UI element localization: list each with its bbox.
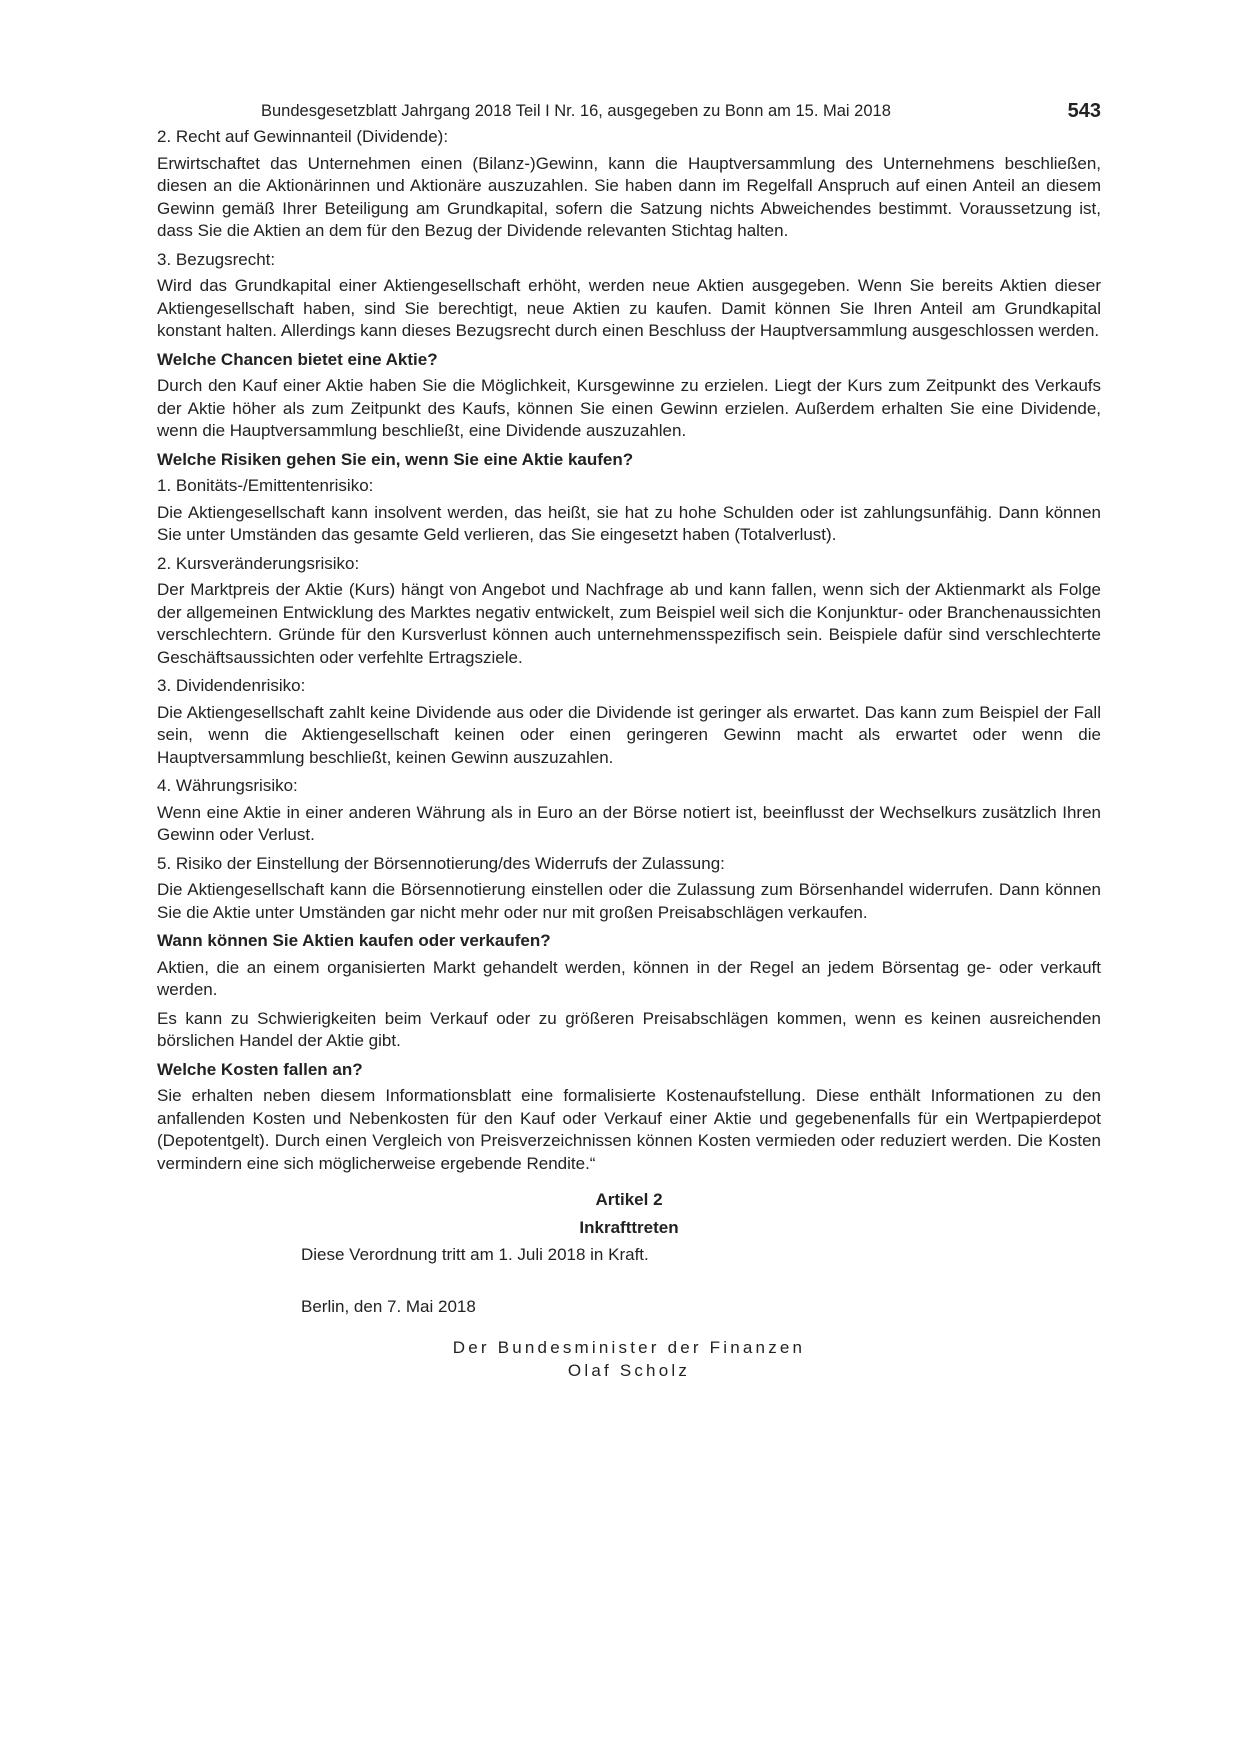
section-heading: Wann können Sie Aktien kaufen oder verkaufen? xyxy=(157,931,551,950)
body-paragraph: Sie erhalten neben diesem Informationsblatt eine formalisierte Kostenaufstellung. Diese enthält Informationen zu den anfallenden Kosten und Nebenkosten für den Kauf oder Verkauf einer Aktie und gegebenenfalls für ein Wertpapierdepot (Depotentgelt). Durch einen Vergleich von Preisverzeichnissen können Kosten vermieden oder reduziert werden. Die Kosten vermindern eine sich möglicherweise ergebende Rendite.“ xyxy=(157,1086,1101,1173)
article-title: Inkrafttreten xyxy=(579,1217,679,1237)
body-paragraph: Aktien, die an einem organisierten Markt gehandelt werden, können in der Regel an jedem Börsentag ge- oder verkauft werden. xyxy=(157,957,1101,999)
subsection-label: 5. Risiko der Einstellung der Börsennotierung/des Widerrufs der Zulassung: xyxy=(157,853,725,873)
body-paragraph: Die Aktiengesellschaft kann insolvent werden, das heißt, sie hat zu hohe Schulden oder ist zahlungsunfähig. Dann können Sie unter Umständen das gesamte Geld verlieren, das Sie eingesetzt haben (Totalverlust). xyxy=(157,502,1101,544)
document-body xyxy=(157,126,1101,1175)
body-paragraph: Es kann zu Schwierigkeiten beim Verkauf oder zu größeren Preisabschlägen kommen, wenn es keinen ausreichenden börslichen Handel der Aktie gibt. xyxy=(157,1008,1101,1050)
body-paragraph: Wenn eine Aktie in einer anderen Währung als in Euro an der Börse notiert ist, beeinflusst der Wechselkurs zusätzlich Ihren Gewinn oder Verlust. xyxy=(157,802,1101,844)
body-paragraph: Wird das Grundkapital einer Aktiengesellschaft erhöht, werden neue Aktien ausgegeben. Wenn Sie bereits Aktien dieser Aktiengesellschaft haben, sind Sie berechtigt, neue Aktien zu kaufen. Damit können Sie Ihren Anteil am Grundkapital konstant halten. Allerdings kann dieses Bezugsrecht durch einen Beschluss der Hauptversammlung ausgeschlossen werden. xyxy=(157,276,1101,340)
body-paragraph: Erwirtschaftet das Unternehmen einen (Bilanz-)Gewinn, kann die Hauptversammlung des Unternehmens beschließen, diesen an die Aktionärinnen und Aktionäre auszuzahlen. Sie haben dann im Regelfall Anspruch auf einen Anteil an diesem Gewinn gemäß Ihrer Beteiligung am Grundkapital, sofern die Satzung nichts Abweichendes bestimmt. Voraussetzung ist, dass Sie die Aktien an dem für den Bezug der Dividende relevanten Stichtag halten. xyxy=(157,153,1101,240)
subsection-label: 3. Dividendenrisiko: xyxy=(157,676,306,695)
subsection-label: 3. Bezugsrecht: xyxy=(157,249,276,269)
page-number: 543 xyxy=(1067,100,1101,122)
signatory-role: Der Bundesminister der Finanzen xyxy=(452,1338,806,1357)
article-number: Artikel 2 xyxy=(595,1190,663,1209)
subsection-label: 2. Kursveränderungsrisiko: xyxy=(157,553,360,573)
subsection-label: 2. Recht auf Gewinnanteil (Dividende): xyxy=(157,127,449,146)
subsection-label: 4. Währungsrisiko: xyxy=(157,776,298,795)
body-paragraph: Der Marktpreis der Aktie (Kurs) hängt von Angebot und Nachfrage ab und kann fallen, wenn sich der Aktienmarkt als Folge der allgemeinen Entwicklung des Marktes negativ entwickelt, zum Beispiel weil sich die Konjunktur- oder Branchenaussichten verschlechtern. Gründe für den Kursverlust können auch unternehmensspezifisch sein. Beispiele dafür sind verschlechterte Geschäftsaussichten oder verfehlte Ertragsziele. xyxy=(157,580,1101,667)
section-heading: Welche Risiken gehen Sie ein, wenn Sie eine Aktie kaufen? xyxy=(157,449,634,469)
signatory-name: Olaf Scholz xyxy=(567,1360,691,1380)
section-heading: Welche Chancen bietet eine Aktie? xyxy=(157,349,438,369)
body-paragraph: Die Aktiengesellschaft zahlt keine Dividende aus oder die Dividende ist geringer als erwartet. Das kann zum Beispiel der Fall sein, wenn die Aktiengesellschaft keinen oder einen geringeren Gewinn macht als erwartet oder wenn die Hauptversammlung beschließt, keinen Gewinn auszuzahlen. xyxy=(157,702,1101,767)
body-paragraph: Durch den Kauf einer Aktie haben Sie die Möglichkeit, Kursgewinne zu erzielen. Liegt der Kurs zum Zeitpunkt des Verkaufs der Aktie höher als zum Zeitpunkt des Kaufs, können Sie einen Gewinn erzielen. Außerdem erhalten Sie eine Dividende, wenn die Hauptversammlung beschließt, eine Dividende auszuzahlen. xyxy=(157,376,1101,440)
subsection-label: 1. Bonitäts-/Emittentenrisiko: xyxy=(157,476,374,495)
header-text: Bundesgesetzblatt Jahrgang 2018 Teil I Nr. 16, ausgegeben zu Bonn am 15. Mai 2018 xyxy=(261,102,891,120)
page-header xyxy=(157,96,1101,126)
body-paragraph: Die Aktiengesellschaft kann die Börsennotierung einstellen oder die Zulassung zum Börsenhandel widerrufen. Dann können Sie die Aktie unter Umständen gar nicht mehr oder nur mit großen Preisabschlägen verkaufen. xyxy=(157,880,1101,922)
document-page xyxy=(157,96,1101,1382)
article-text: Diese Verordnung tritt am 1. Juli 2018 in Kraft. xyxy=(301,1245,649,1264)
date-line: Berlin, den 7. Mai 2018 xyxy=(301,1296,476,1316)
section-heading: Welche Kosten fallen an? xyxy=(157,1059,363,1079)
